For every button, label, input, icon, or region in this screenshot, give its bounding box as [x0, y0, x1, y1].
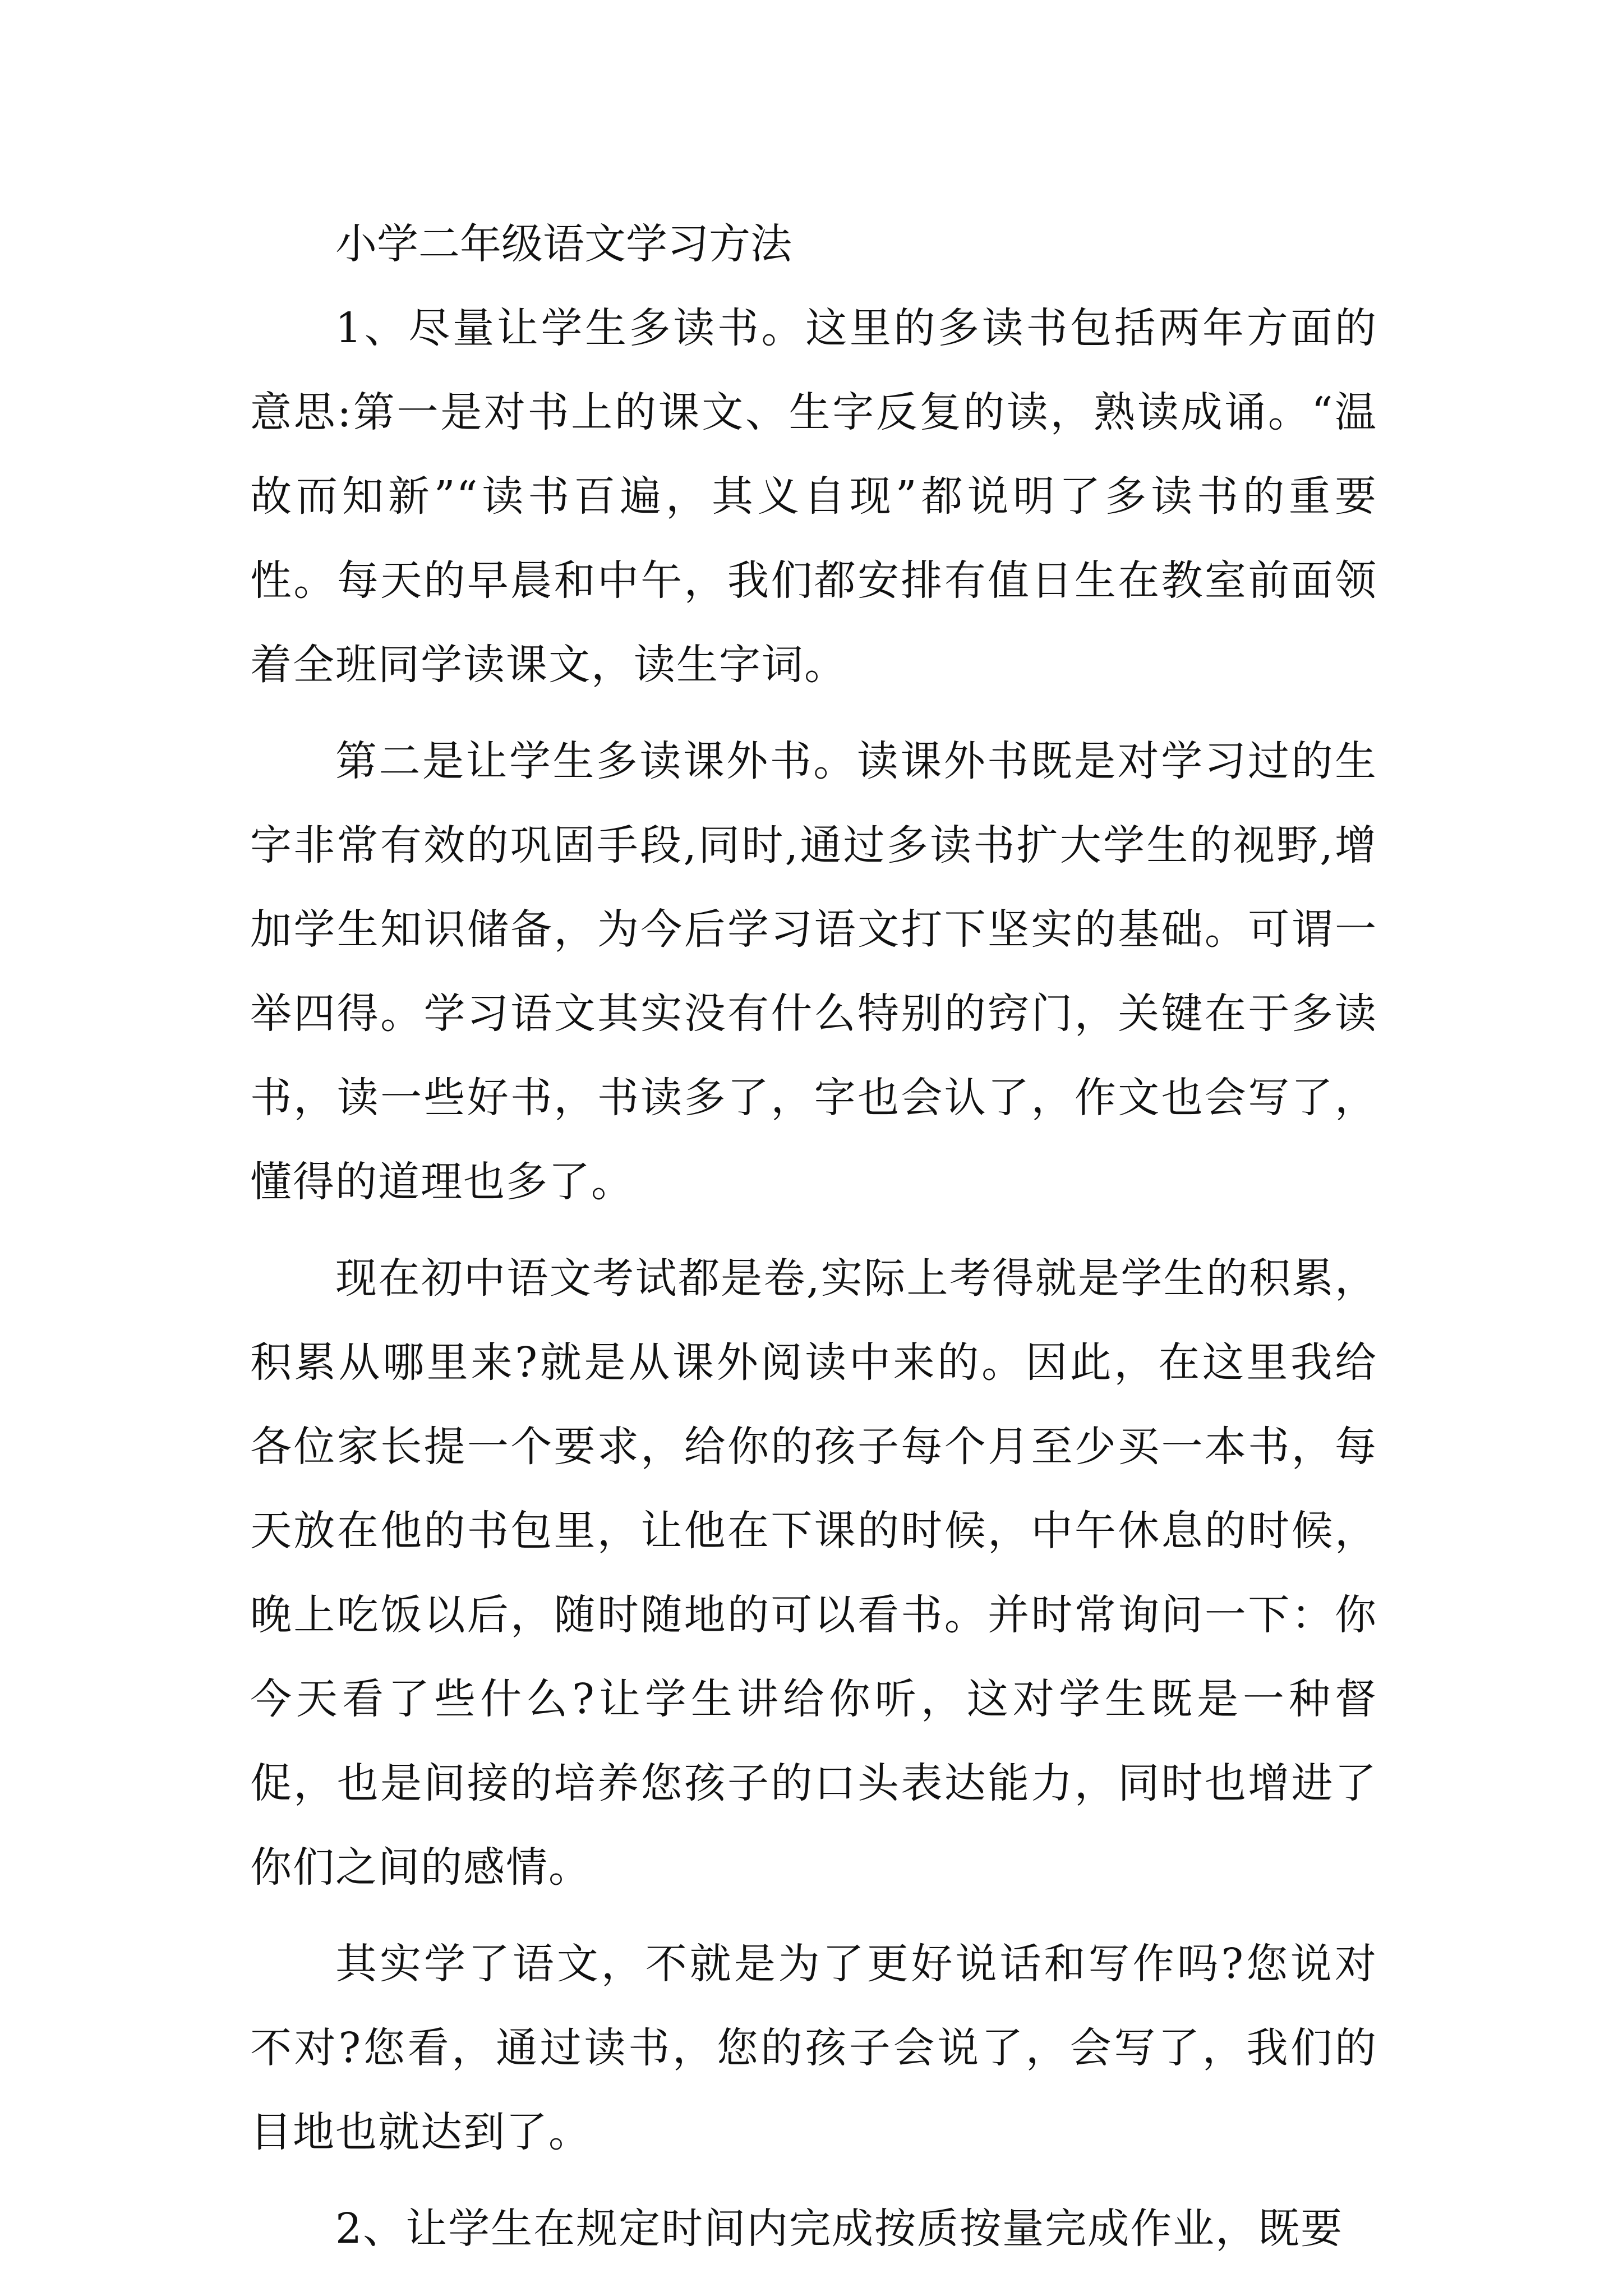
paragraph-5: 2、让学生在规定时间内完成按质按量完成作业，既要	[335, 2205, 1344, 2253]
paragraph-1: 1、尽量让学生多读书。这里的多读书包括两年方面的意思:第一是对书上的课文、生字反复的读，熟读成诵。“温故而知新”“读书百遍，其义自现”都说明了多读书的重要性。每天的早晨和中午，我们都安排有值日生在教室前面领着全班同学读课文，读生字词。	[250, 304, 1377, 689]
paragraph-2: 第二是让学生多读课外书。读课外书既是对学习过的生字非常有效的巩固手段,同时,通过多读书扩大学生的视野,增加学生知识储备，为今后学习语文打下坚实的基础。可谓一举四得。学习语文其实没有什么特别的窍门，关键在于多读书，读一些好书，书读多了，字也会认了，作文也会写了，懂得的道理也多了。	[250, 737, 1377, 1206]
document-body	[250, 202, 1377, 2271]
document-title: 小学二年级语文学习方法	[335, 220, 792, 268]
paragraph-4: 其实学了语文，不就是为了更好说话和写作吗?您说对不对?您看，通过读书，您的孩子会说了，会写了，我们的目地也就达到了。	[250, 1940, 1377, 2156]
paragraph-3: 现在初中语文考试都是卷,实际上考得就是学生的积累，积累从哪里来?就是从课外阅读中来的。因此，在这里我给各位家长提一个要求，给你的孩子每个月至少买一本书，每天放在他的书包里，让他在下课的时候，中午休息的时候，晚上吃饭以后，随时随地的可以看书。并时常询问一下：你今天看了些什么?让学生讲给你听，这对学生既是一种督促，也是间接的培养您孩子的口头表达能力，同时也增进了你们之间的感情。	[250, 1254, 1377, 1892]
